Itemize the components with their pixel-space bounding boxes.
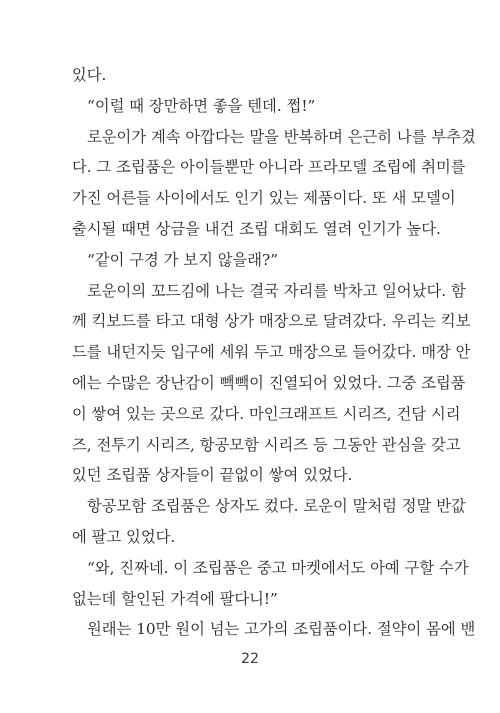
text-line: 있다. (72, 66, 107, 84)
text-line: 에 팔고 있었다. (72, 527, 176, 546)
text-line: “같이 구경 가 보지 않을래?” (87, 250, 279, 269)
text-line: 로운이의 꼬드김에 나는 결국 자리를 박차고 일어났다. 함 (87, 281, 466, 300)
text-line: 께 킥보드를 타고 대형 상가 매장으로 달려갔다. 우리는 킥보 (72, 312, 471, 331)
page-number: 22 (241, 651, 259, 667)
text-line: 에는 수많은 장난감이 빽빽이 진열되어 있었다. 그중 조립품 (72, 373, 466, 392)
text-line: 항공모함 조립품은 상자도 컸다. 로운이 말처럼 정말 반값 (87, 497, 466, 516)
text-line: 출시될 때면 상금을 내건 조립 대회도 열려 인기가 높다. (72, 219, 441, 238)
text-line: 이 쌓여 있는 곳으로 갔다. 마인크래프트 시리즈, 건담 시리 (72, 404, 461, 423)
text-line: “이럴 때 장만하면 좋을 텐데. 쩝!” (87, 96, 316, 115)
text-line: “와, 진짜네. 이 조립품은 중고 마켓에서도 아예 구할 수가 (87, 558, 469, 577)
text-line: 즈, 전투기 시리즈, 항공모함 시리즈 등 그동안 관심을 갖고 (72, 435, 461, 454)
text-line: 없는데 할인된 가격에 팔다니!” (72, 589, 278, 608)
text-line: 가진 어른들 사이에서도 인기 있는 제품이다. 또 새 모델이 (72, 189, 456, 208)
text-line: 있던 조립품 상자들이 끝없이 쌓여 있었다. (72, 466, 353, 485)
text-line: 로운이가 계속 아깝다는 말을 반복하며 은근히 나를 부추겼 (87, 127, 476, 146)
text-line: 원래는 10만 원이 넘는 고가의 조립품이다. 절약이 몸에 밴 (87, 620, 476, 639)
body-text (72, 60, 476, 645)
text-line: 드를 내던지듯 입구에 세워 두고 매장으로 들어갔다. 매장 안 (72, 343, 471, 362)
text-line: 다. 그 조립품은 아이들뿐만 아니라 프라모델 조립에 취미를 (72, 158, 466, 177)
